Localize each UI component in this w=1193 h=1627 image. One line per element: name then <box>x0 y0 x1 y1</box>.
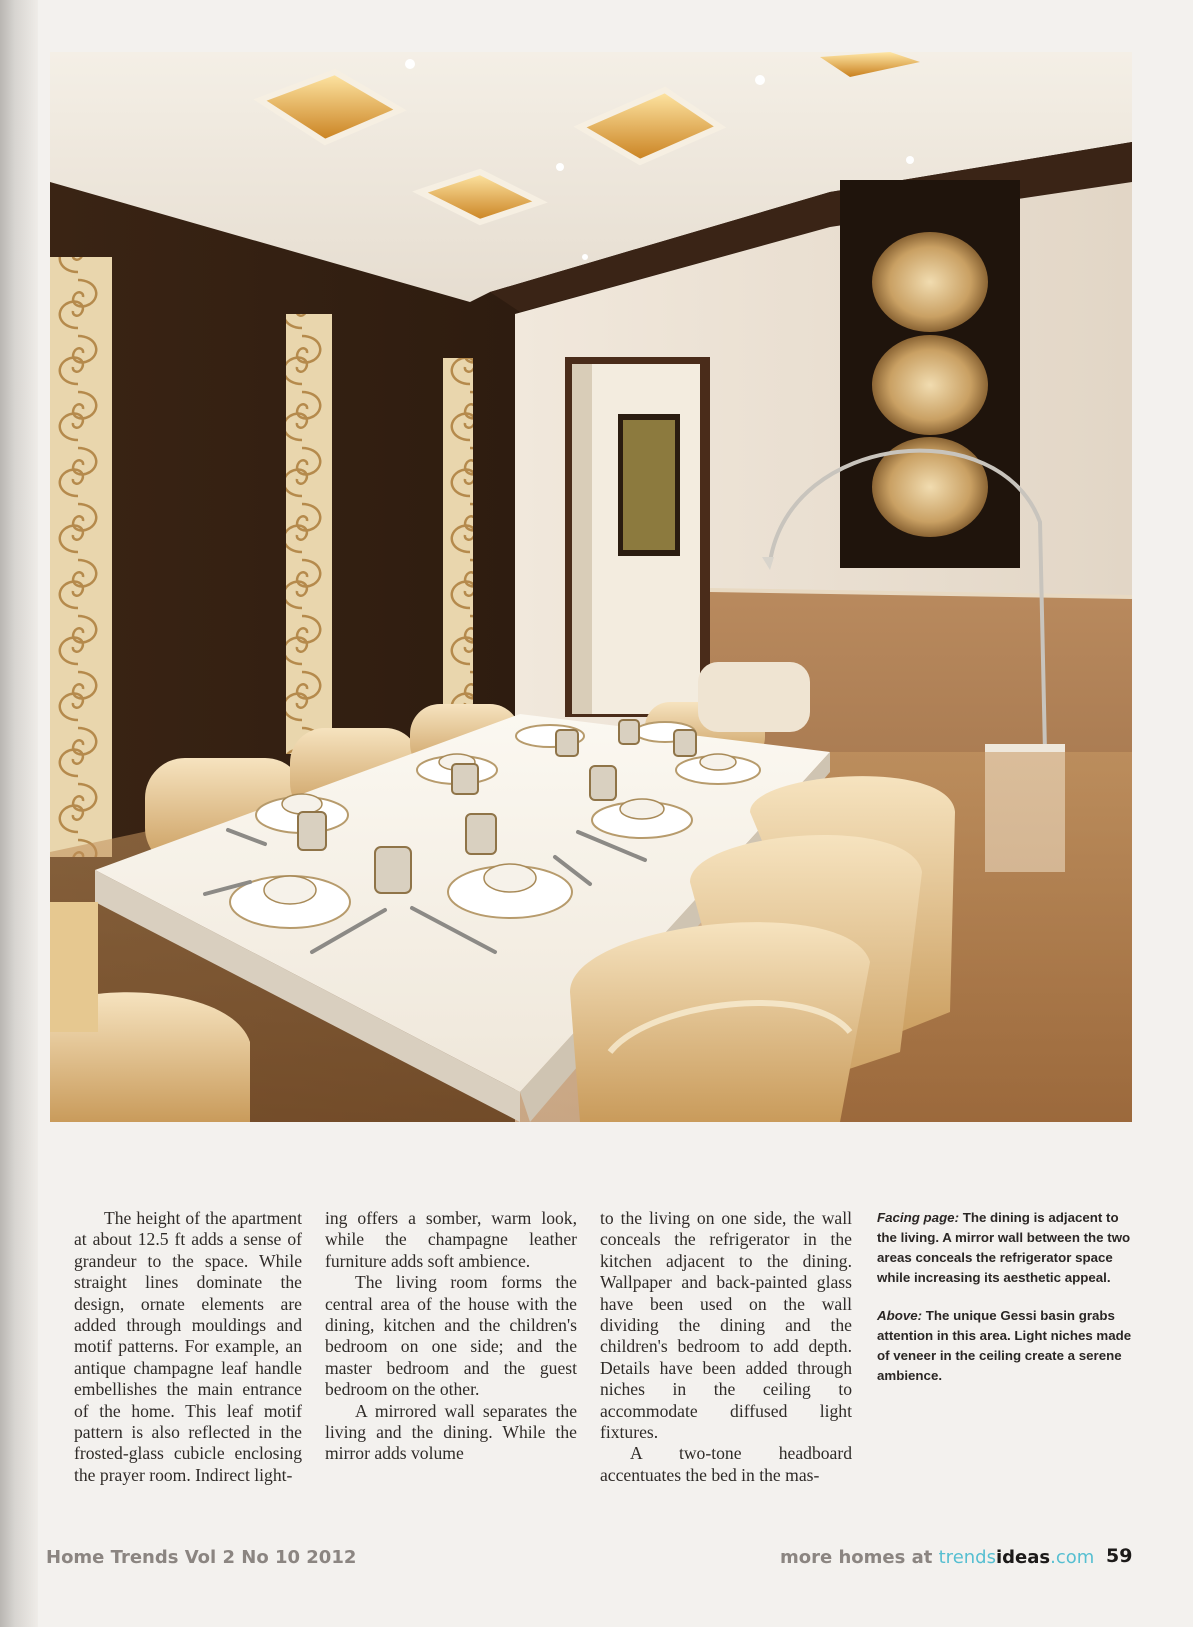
caption-text: The unique Gessi basin grabs attention in this area. Light niches made of veneer in the ceiling create a serene ambience. <box>877 1308 1132 1383</box>
article-column-2 <box>325 1208 577 1465</box>
promo-text: more homes at <box>780 1547 939 1568</box>
article-column-1 <box>74 1208 302 1486</box>
article-paragraph: The height of the apartment at about 12.5 ft adds a sense of grandeur to the space. While straight lines dominate the design, ornate elements are added through mouldings and motif patterns. For example, an antique champagne leaf handle embellishes the main entrance of the home. This leaf motif pattern is also reflected in the frosted-glass cubicle enclosing the prayer room. Indirect light- <box>74 1208 302 1485</box>
brand-trends: trends <box>938 1547 996 1568</box>
dining-room-photo <box>50 52 1132 1122</box>
caption-above <box>877 1306 1139 1386</box>
caption-lead: Facing page: <box>877 1210 960 1225</box>
brand-ideas: ideas <box>995 1547 1051 1568</box>
page-spine-shadow <box>0 0 38 1627</box>
article-column-3 <box>600 1208 852 1486</box>
article-paragraph: The living room forms the central area of the house with the dining, kitchen and the children's bedroom on one side; and the master bedroom and the guest bedroom on the other. <box>325 1272 577 1400</box>
article-paragraph: to the living on one side, the wall conceals the refrigerator in the kitchen adjacent to the dining. Wallpaper and back-painted glass have been used on the wall dividing the dining and the children's bedroom to add depth. Details have been added through niches in the ceiling to accommodate diffused light fixtures. <box>600 1208 852 1443</box>
article-paragraph: A mirrored wall separates the living and the dining. While the mirror adds volume <box>325 1400 577 1464</box>
website-promo <box>780 1547 1094 1568</box>
caption-facing-page <box>877 1208 1139 1288</box>
magazine-issue-label: Home Trends Vol 2 No 10 2012 <box>46 1547 357 1568</box>
article-paragraph: ing offers a somber, warm look, while the champagne leather furniture adds soft ambience. <box>325 1208 577 1271</box>
page-number: 59 <box>1106 1545 1133 1567</box>
article-paragraph: A two-tone headboard accentuates the bed in the mas- <box>600 1443 852 1485</box>
caption-lead: Above: <box>877 1308 923 1323</box>
caption-text: The dining is adjacent to the living. A mirror wall between the two areas conceals the refrigerator space while increasing its aesthetic appeal. <box>877 1210 1131 1285</box>
photo-captions <box>877 1208 1139 1404</box>
brand-domain: .com <box>1050 1547 1095 1568</box>
